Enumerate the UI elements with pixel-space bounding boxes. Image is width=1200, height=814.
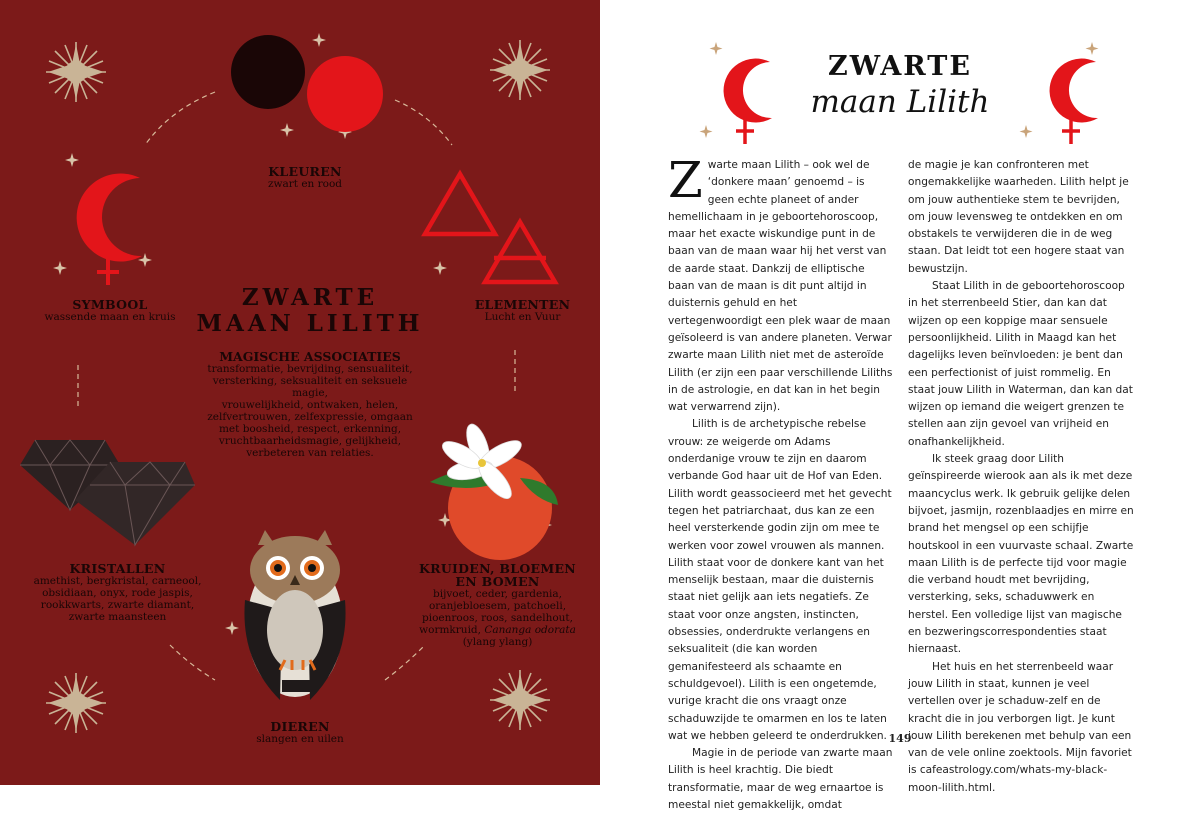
magische-line: verbeteren van relaties. (246, 447, 374, 459)
kruiden-line: (ylang ylang) (462, 636, 533, 648)
paragraph (668, 151, 894, 416)
crescent-cross-icon (724, 59, 772, 144)
magische-title: MAGISCHE ASSOCIATIES (219, 349, 401, 364)
kruiden-line: pioenroos, roos, sandelhout, (422, 612, 573, 624)
kristallen-line: zwarte maansteen (68, 611, 167, 623)
black-circle-icon (231, 35, 305, 109)
kruiden-title-line: KRUIDEN, BLOEMEN (418, 561, 577, 576)
kleuren-text: zwart en rood (267, 178, 343, 190)
magische-associaties (195, 350, 425, 459)
kristallen-label (25, 562, 210, 623)
owl-icon (244, 530, 345, 700)
magische-line: vrouwelijkheid, ontwaken, helen, (221, 399, 399, 411)
symbool-title: SYMBOOL (72, 297, 148, 312)
fire-triangle-icon (425, 174, 495, 234)
center-title-line-1: ZWARTE (241, 284, 379, 311)
crescent-cross-icon (1050, 59, 1098, 144)
paragraph: Lilith is de archetypische rebelse vrouw: ze weigerde om Adams onderdanige vrouw te zijn en daarom verbande God haar uit de Hof van Eden. Lilith wordt geassocieerd met het gevecht tegen het patriarchaat, dus kan ze een heel versterkende godin zijn om mee te werken voor zowel vrouwen als mannen. Lilith staat voor de donkere kant van het menselijk bestaan, maar die duisternis staat niet gelijk aan iets negatiefs. Ze staat voor onze angsten, instincten, obsessies, onderdrukte verlangens en seksualiteit (die kan worden gemanifesteerd als schaamte en schuldgevoel). Lilith is een ongetemde, vurige kracht die ons vraagt onze schaduwzijde te omarmen en los te laten wat we hebben geleerd te onderdrukken. (668, 418, 892, 742)
magische-line: vruchtbaarheidsmagie, gelijkheid, (218, 435, 402, 447)
right-page (600, 0, 1200, 811)
kruiden-label (405, 562, 590, 648)
kruiden-line: bijvoet, ceder, gardenia, (433, 588, 562, 600)
paragraph: Staat Lilith in de geboortehoroscoop in het sterrenbeeld Stier, dan kan dat wijzen op een koppige maar sensuele persoonlijkheid. Lilith in Maagd kan het dagelijks leven beïnvloeden: je bent dan een perfectionist of juist rommelig. En staat jouw Lilith in Waterman, dan kan dat wijzen op iemand die weigert grenzen te stellen aan zijn gevoel van vrijheid en onafhankelijkheid. (908, 280, 1133, 448)
kruiden-line: oranjebloesem, patchoeli, (428, 600, 567, 612)
kruiden-italic: Cananga odorata (484, 624, 576, 636)
left-page (0, 0, 600, 785)
symbool-label (30, 298, 190, 323)
starburst-icon (490, 40, 550, 100)
kristallen-line: obsidiaan, onyx, rode jaspis, (42, 587, 193, 599)
text-column-1 (668, 151, 894, 814)
red-circle-icon (307, 56, 383, 132)
elementen-title: ELEMENTEN (474, 297, 571, 312)
magische-line: zelfvertrouwen, zelfexpressie, omgaan (207, 411, 413, 423)
kristallen-title: KRISTALLEN (69, 561, 166, 576)
paragraph: Ik steek graag door Lilith geïnspireerde wierook aan als ik met deze maancyclus werk. Ik gebruik gelijke delen bijvoet, jasmijn, rozenblaadjes en mirre en brand het mengsel op een schijfje houtskool in een vuurvaste schaal. Zwarte maan Lilith is de perfecte tijd voor magie die verband houdt met bevrijding, versterking, seks, schaduwwerk en herstel. Een volledige lijst van magische en bezweringscorrespondenties staat hiernaast. (908, 453, 1134, 656)
paragraph-text: warte maan Lilith – ook wel de ‘donkere maan’ genoemd – is geen echte planeet of ander hemellichaam in je geboortehoroscoop, maar het exacte wiskundige punt in de baan van de maan waar hij het verst van de aarde staat. Dankzij de elliptische baan van de maan is dit punt altijd in duisternis gehuld en het vertegenwoordigt een plek waar de maan geïsoleerd is van andere planeten. Verwar zwarte maan Lilith niet met de asteroïde Lilith (er zijn een paar verschillende Liliths in de astrologie, en dat kan in het begin wat verwarrend zijn). (668, 159, 893, 414)
kleuren-title: KLEUREN (268, 164, 342, 179)
crescent-cross-icon (77, 174, 142, 285)
page-number: 149 (888, 732, 912, 745)
starburst-icon (490, 670, 550, 730)
kristallen-line: rookkwarts, zwarte diamant, (40, 599, 195, 611)
dieren-text: slangen en uilen (256, 733, 344, 745)
kruiden-line-prefix: wormkruid, (419, 624, 485, 636)
dieren-title: DIEREN (270, 719, 330, 734)
drop-cap: Z (668, 151, 703, 209)
page-title-line-2: maan Lilith (810, 84, 990, 120)
paragraph: de magie je kan confronteren met ongemakkelijke waarheden. Lilith helpt je om jouw authentieke stem te bevrijden, om jouw levensweg te ontdekken en om obstakels te verwijderen die in de weg staan. Dat leidt tot een hogere staat van bewustzijn. (908, 159, 1129, 275)
kruiden-line (405, 624, 590, 636)
starburst-icon (46, 673, 106, 733)
magische-line: met boosheid, respect, erkenning, (218, 423, 402, 435)
crystal-icon (20, 440, 195, 545)
paragraph: Magie in de periode van zwarte maan Lilith is heel krachtig. Die biedt transformatie, maar de weg ernaartoe is meestal niet gemakkelijk, omdat (668, 747, 893, 811)
dieren-label (225, 720, 375, 745)
orange-blossom-icon (430, 421, 558, 560)
symbool-text: wassende maan en kruis (44, 311, 176, 323)
center-title-line-2: MAAN LILITH (196, 310, 424, 337)
kristallen-line: amethist, bergkristal, carneool, (33, 575, 202, 587)
magische-line: transformatie, bevrijding, sensualiteit, (207, 363, 413, 375)
kruiden-title-line: EN BOMEN (455, 574, 540, 589)
elementen-text: Lucht en Vuur (484, 311, 561, 323)
starburst-icon (46, 42, 106, 102)
kleuren-label (235, 165, 375, 190)
elementen-label (450, 298, 595, 323)
page-title-line-1: ZWARTE (828, 51, 972, 82)
paragraph: Het huis en het sterrenbeeld waar jouw Lilith in staat, kunnen je veel vertellen over je schaduw-zelf en de kracht die in jou verborgen ligt. Je kunt jouw Lilith berekenen met behulp van een van de vele online zoektools. Mijn favoriet is cafeastrology.com/whats-my-black-moon-lilith.html. (908, 660, 1132, 794)
center-title (185, 285, 435, 337)
magische-line: versterking, seksualiteit en seksuele magie, (212, 375, 408, 399)
text-column-2 (908, 157, 1134, 797)
